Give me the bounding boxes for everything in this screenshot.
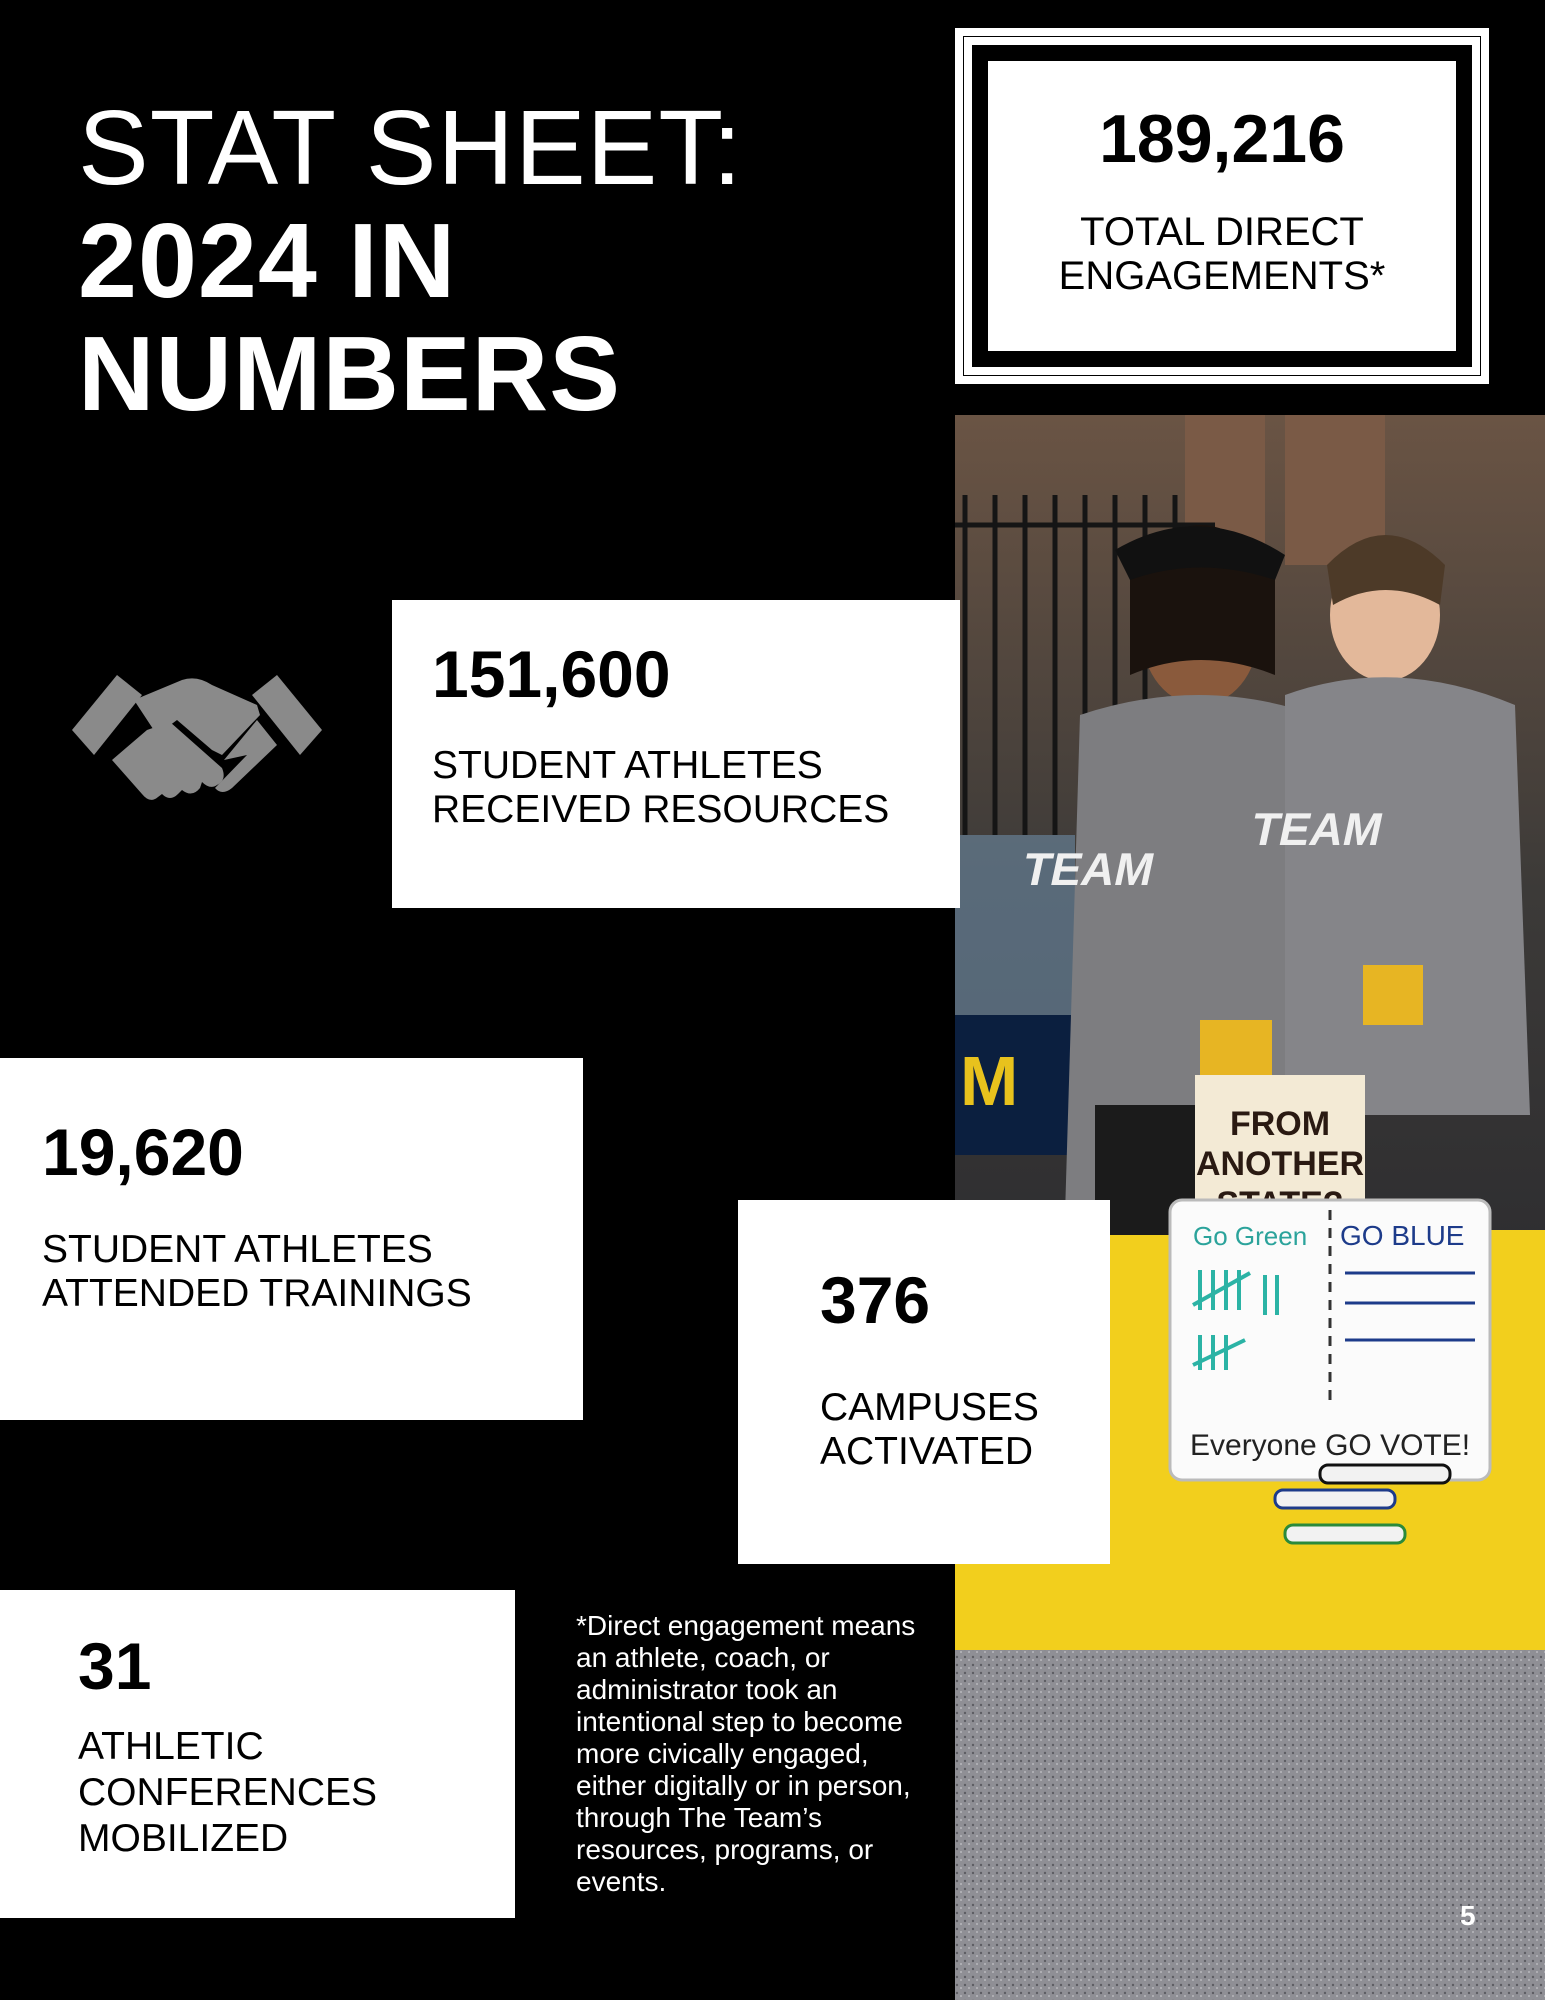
svg-text:Everyone GO VOTE!: Everyone GO VOTE! [1190, 1429, 1471, 1462]
total-engagements-value: 189,216 [1099, 101, 1345, 177]
footnote: *Direct engagement means an athlete, coach, or administrator took an intentional step to become more civically engaged, either digitally or in person, through The Team’s resources, programs, or events. [576, 1610, 916, 1897]
page-number: 5 [1460, 1900, 1476, 1931]
stat-card-conferences [0, 1590, 515, 1918]
stat-value: 376 [820, 1263, 931, 1337]
stat-value: 19,620 [42, 1115, 244, 1189]
stat-label: CAMPUSES ACTIVATED [820, 1386, 1039, 1473]
svg-text:TEAM: TEAM [1246, 803, 1388, 855]
total-engagements-label: TOTAL DIRECT ENGAGEMENTS* [1058, 210, 1386, 298]
stat-card-campuses [738, 1200, 1110, 1564]
stat-label: ATHLETIC CONFERENCES MOBILIZED [78, 1725, 378, 1860]
svg-text:ANOTHER: ANOTHER [1195, 1145, 1365, 1183]
svg-text:GO BLUE: GO BLUE [1340, 1220, 1465, 1251]
stat-value: 151,600 [432, 637, 671, 711]
title-line-1: STAT SHEET: [78, 89, 743, 207]
total-engagements-card [972, 45, 1472, 367]
svg-text:M: M [960, 1042, 1019, 1120]
stat-label: STUDENT ATHLETES RECEIVED RESOURCES [432, 744, 890, 831]
page-title [78, 89, 838, 433]
handshake-icon [72, 660, 322, 820]
svg-text:TEAM: TEAM [1017, 843, 1160, 895]
title-line-3: NUMBERS [78, 315, 621, 433]
stat-value: 31 [78, 1629, 152, 1703]
stat-card-resources [392, 600, 960, 908]
svg-text:FROM: FROM [1229, 1105, 1331, 1143]
stat-card-trainings [0, 1058, 583, 1420]
svg-text:Go Green: Go Green [1193, 1221, 1308, 1251]
stat-label: STUDENT ATHLETES ATTENDED TRAININGS [42, 1228, 472, 1315]
title-line-2: 2024 IN [78, 202, 457, 320]
